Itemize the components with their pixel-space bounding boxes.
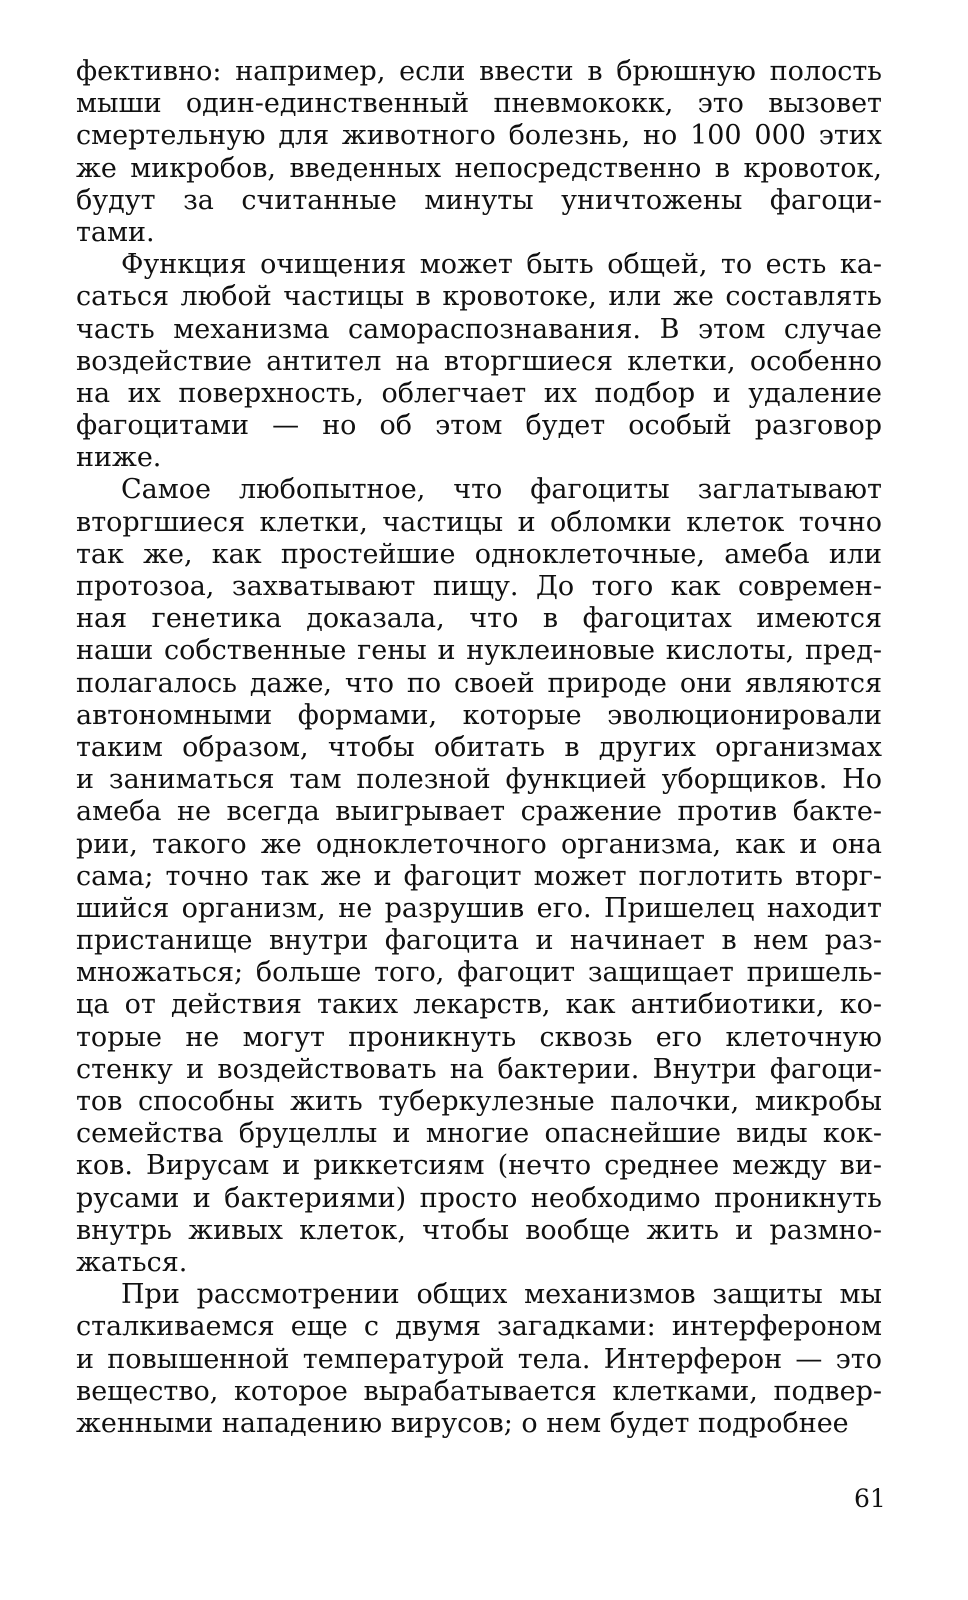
page-number: 61 [854,1484,886,1513]
page-body [76,56,882,1440]
text-line: шийся организм, не разрушив его. Пришелец находит [76,892,882,924]
text-line: таким образом, чтобы обитать в других организмах [76,731,882,763]
text-line: множаться; больше того, фагоцит защищает пришель- [76,957,882,989]
text-line: вторгшиеся клетки, частицы и обломки клеток точно [76,506,882,538]
text-line: ниже. [76,442,162,474]
text-line: мыши один-единственный пневмококк, это вызовет [76,88,882,120]
text-line: фективно: например, если ввести в брюшную полость [76,56,882,87]
text-line: При рассмотрении общих механизмов защиты мы [121,1279,882,1311]
paragraph [76,474,882,1279]
text-line: женными нападению вирусов; о нем будет подробнее [76,1407,849,1439]
text-line: пристанище внутри фагоцита и начинает в нем раз- [76,925,882,957]
text-line: автономными формами, которые эволюционировали [76,699,882,731]
text-line: амеба не всегда выигрывает сражение против бакте- [76,796,882,828]
text-line: сама; точно так же и фагоцит может поглотить вторг- [76,860,882,892]
text-line: фагоцитами — но об этом будет особый разговор [76,410,882,442]
text-line: Функция очищения может быть общей, то есть ка- [121,249,882,281]
text-line: смертельную для животного болезнь, но 100 000 этих [76,120,882,152]
text-line: тами. [76,216,155,248]
text-line: стенку и воздействовать на бактерии. Внутри фагоци- [76,1053,882,1085]
text-line: ков. Вирусам и риккетсиям (нечто среднее между ви- [76,1150,882,1182]
text-line: полагалось даже, что по своей природе они являются [76,667,882,699]
text-line: так же, как простейшие одноклеточные, амеба или [76,538,882,570]
text-line: будут за считанные минуты уничтожены фагоци- [76,184,882,216]
text-line: воздействие антител на вторгшиеся клетки, особенно [76,345,882,377]
text-line: рии, такого же одноклеточного организма, как и она [76,828,882,860]
text-line: торые не могут проникнуть сквозь его клеточную [76,1021,882,1053]
text-line: ца от действия таких лекарств, как антибиотики, ко- [76,989,882,1021]
text-line: и заниматься там полезной функцией уборщиков. Но [76,764,882,796]
text-line: русами и бактериями) просто необходимо проникнуть [76,1182,882,1214]
text-line: ная генетика доказала, что в фагоцитах имеются [76,603,882,635]
text-line: наши собственные гены и нуклеиновые кислоты, пред- [76,635,882,667]
text-line: саться любой частицы в кровотоке, или же составлять [76,281,882,313]
text-line: часть механизма самораспознавания. В этом случае [76,313,882,345]
text-line: тов способны жить туберкулезные палочки, микробы [76,1086,882,1117]
text-line: жаться. [76,1246,188,1278]
text-line: и повышенной температурой тела. Интерферон — это [76,1343,882,1375]
paragraph [76,249,882,474]
paragraph [76,56,882,249]
text-line: на их поверхность, облегчает их подбор и удаление [76,377,882,409]
text-line: семейства бруцеллы и многие опаснейшие виды кок- [76,1118,882,1150]
text-line: сталкиваемся еще с двумя загадками: интерфероном [76,1311,882,1343]
text-line: протозоа, захватывают пищу. До того как современ- [76,571,882,602]
text-line: Самое любопытное, что фагоциты заглатывают [121,474,882,506]
text-line: же микробов, введенных непосредственно в кровоток, [76,152,882,184]
text-line: внутрь живых клеток, чтобы вообще жить и размно- [76,1214,882,1246]
text-line: вещество, которое вырабатывается клетками, подвер- [76,1375,882,1407]
paragraph [76,1279,882,1440]
